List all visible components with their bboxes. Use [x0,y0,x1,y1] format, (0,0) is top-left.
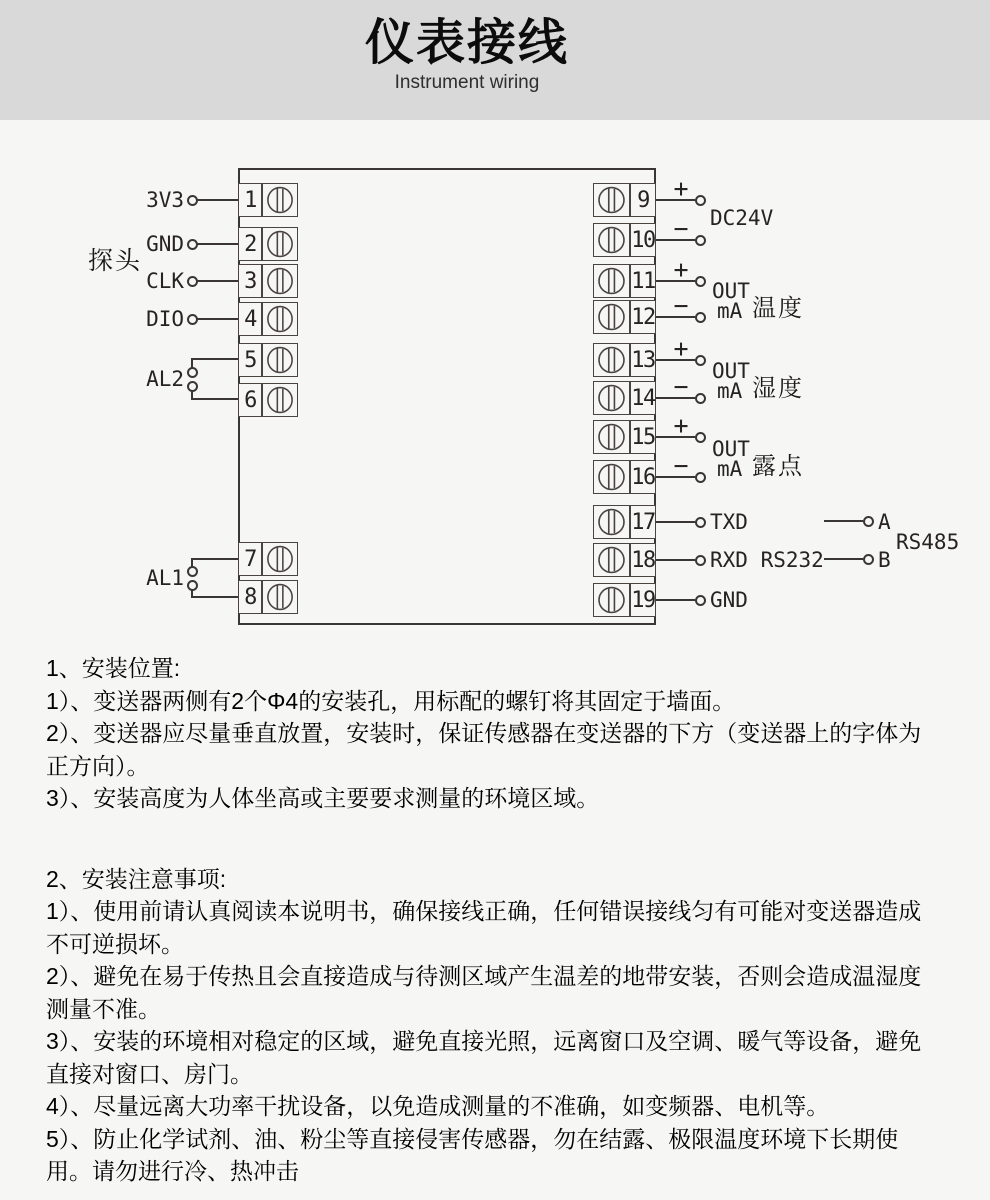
terminal-screw-icon [262,302,298,336]
rs485-label: RS485 [896,530,960,554]
note-line: 4）、尽量远离大功率干扰设备，以免造成测量的不准确，如变频器、电机等。 [46,1093,830,1119]
terminal-screw-icon [262,343,298,377]
terminal-number: 10 [630,223,656,257]
humidity-label: 湿度 [752,375,804,402]
terminal-number: 16 [630,460,656,494]
terminal-number: 13 [630,343,656,377]
terminal-number: 18 [630,543,656,577]
terminal-screw-icon [593,543,630,577]
terminal-number: 9 [630,183,656,217]
terminal-screw-icon [593,460,630,494]
section-install-cautions [46,863,930,1188]
wire-ring [695,517,706,528]
wire-ring [695,276,706,287]
terminal-number: 14 [630,381,656,415]
dewpoint-label: 露点 [752,453,804,480]
al1-wire-bottom [191,596,238,598]
note-line: 3）、安装高度为人体坐高或主要要求测量的环境区域。 [46,785,600,811]
note-line: 3）、安装的环境相对稳定的区域，避免直接光照，远离窗口及空调、暖气等设备，避免直接对窗口、房门。 [46,1028,922,1087]
al2-wire-bottom [191,398,238,400]
terminal-screw-icon [593,183,630,217]
section-title: 1、安装位置: [46,655,181,681]
pin-label: DIO [146,307,184,331]
ma-label: mA [717,457,743,481]
terminal-number: 19 [630,583,656,617]
note-line: 2）、变送器应尽量垂直放置，安装时，保证传感器在变送器的下方（变送器上的字体为正方向）。 [46,720,922,779]
wire [656,521,695,523]
pin-label: TXD [710,510,748,534]
polarity-sign: − [673,214,689,243]
al2-contact-dot [187,367,198,378]
page-title: 仪表接线 [364,16,569,70]
wire [656,599,695,601]
rs485-a-wire [824,520,863,522]
terminal-screw-icon [593,583,630,617]
pin-label: GND [146,232,184,256]
terminal-number: 2 [238,227,262,261]
terminal-number: 4 [238,302,262,336]
rs485-a-label: A [878,510,891,534]
polarity-sign: − [673,451,689,480]
al1-label: AL1 [146,566,184,590]
wire [197,318,238,320]
pin-label: GND [710,588,748,612]
out-label: OUT [712,437,750,461]
polarity-sign: + [673,411,689,440]
wire [197,280,238,282]
terminal-screw-icon [593,381,630,415]
wire-ring [187,239,198,250]
terminal-screw-icon [593,420,630,454]
wire-ring [695,555,706,566]
polarity-sign: − [673,372,689,401]
terminal-number: 12 [630,300,656,334]
ma-label: mA [717,299,743,323]
polarity-sign: + [673,255,689,284]
wire-ring [187,195,198,206]
section-title: 2、安装注意事项: [46,865,227,892]
wire-ring [695,312,706,323]
terminal-number: 5 [238,343,262,377]
probe-label: 探头 [88,247,143,275]
terminal-screw-icon [262,264,298,298]
page-subtitle: Instrument wiring [394,72,540,93]
pin-label: RXD RS232 [710,548,824,572]
terminal-number: 3 [238,264,262,298]
wire-ring [187,314,198,325]
polarity-sign: + [673,174,689,203]
terminal-screw-icon [593,505,630,539]
rs485-b-dot [863,554,874,565]
note-line: 5）、防止化学试剂、油、粉尘等直接侵害传感器，勿在结露、极限温度环境下长期使用。请勿进行冷、热冲击 [46,1125,899,1184]
note-line: 2）、避免在易于传热且会直接造成与待测区域产生温差的地带安装，否则会造成温湿度测量不准。 [46,963,922,1022]
note-line: 1）、使用前请认真阅读本说明书，确保接线正确，任何错误接线匀有可能对变送器造成不可逆损坏。 [46,898,922,957]
al2-label: AL2 [146,367,184,391]
terminal-screw-icon [593,300,630,334]
terminal-screw-icon [593,343,630,377]
wire [197,243,238,245]
terminal-number: 17 [630,505,656,539]
al1-contact-dot [187,566,198,577]
al2-wire-top [191,358,238,360]
rs485-b-label: B [878,548,891,572]
terminal-number: 6 [238,383,262,417]
pin-label: CLK [146,269,184,293]
wire-ring [695,595,706,606]
wire-ring [695,355,706,366]
terminal-screw-icon [262,542,298,576]
rs485-a-dot [863,516,874,527]
terminal-screw-icon [593,223,630,257]
terminal-screw-icon [593,264,630,298]
al1-contact-dot [187,580,198,591]
out-label: OUT [712,359,750,383]
al1-wire-top [191,558,238,560]
installation-notes [46,652,930,1188]
al2-contact-dot [187,381,198,392]
wire-ring [695,393,706,404]
ma-label: mA [717,379,743,403]
wire [656,559,695,561]
rs485-b-wire [824,558,863,560]
terminal-screw-icon [262,227,298,261]
pin-label: 3V3 [146,188,184,212]
terminal-number: 8 [238,580,262,614]
wire [197,199,238,201]
polarity-sign: − [673,291,689,320]
wire-ring [695,472,706,483]
wire-ring [695,235,706,246]
terminal-screw-icon [262,383,298,417]
polarity-sign: + [673,334,689,363]
note-line: 1）、变送器两侧有2个Φ4的安装孔，用标配的螺钉将其固定于墙面。 [46,687,736,714]
wire-ring [695,432,706,443]
wire-ring [695,195,706,206]
out-label: OUT [712,279,750,303]
terminal-number: 7 [238,542,262,576]
wire-ring [187,276,198,287]
dc24v-label: DC24V [710,206,774,230]
terminal-number: 15 [630,420,656,454]
temperature-label: 温度 [752,295,804,322]
terminal-number: 1 [238,183,262,217]
terminal-screw-icon [262,580,298,614]
terminal-number: 11 [630,264,656,298]
terminal-screw-icon [262,183,298,217]
section-install-position [46,652,930,815]
